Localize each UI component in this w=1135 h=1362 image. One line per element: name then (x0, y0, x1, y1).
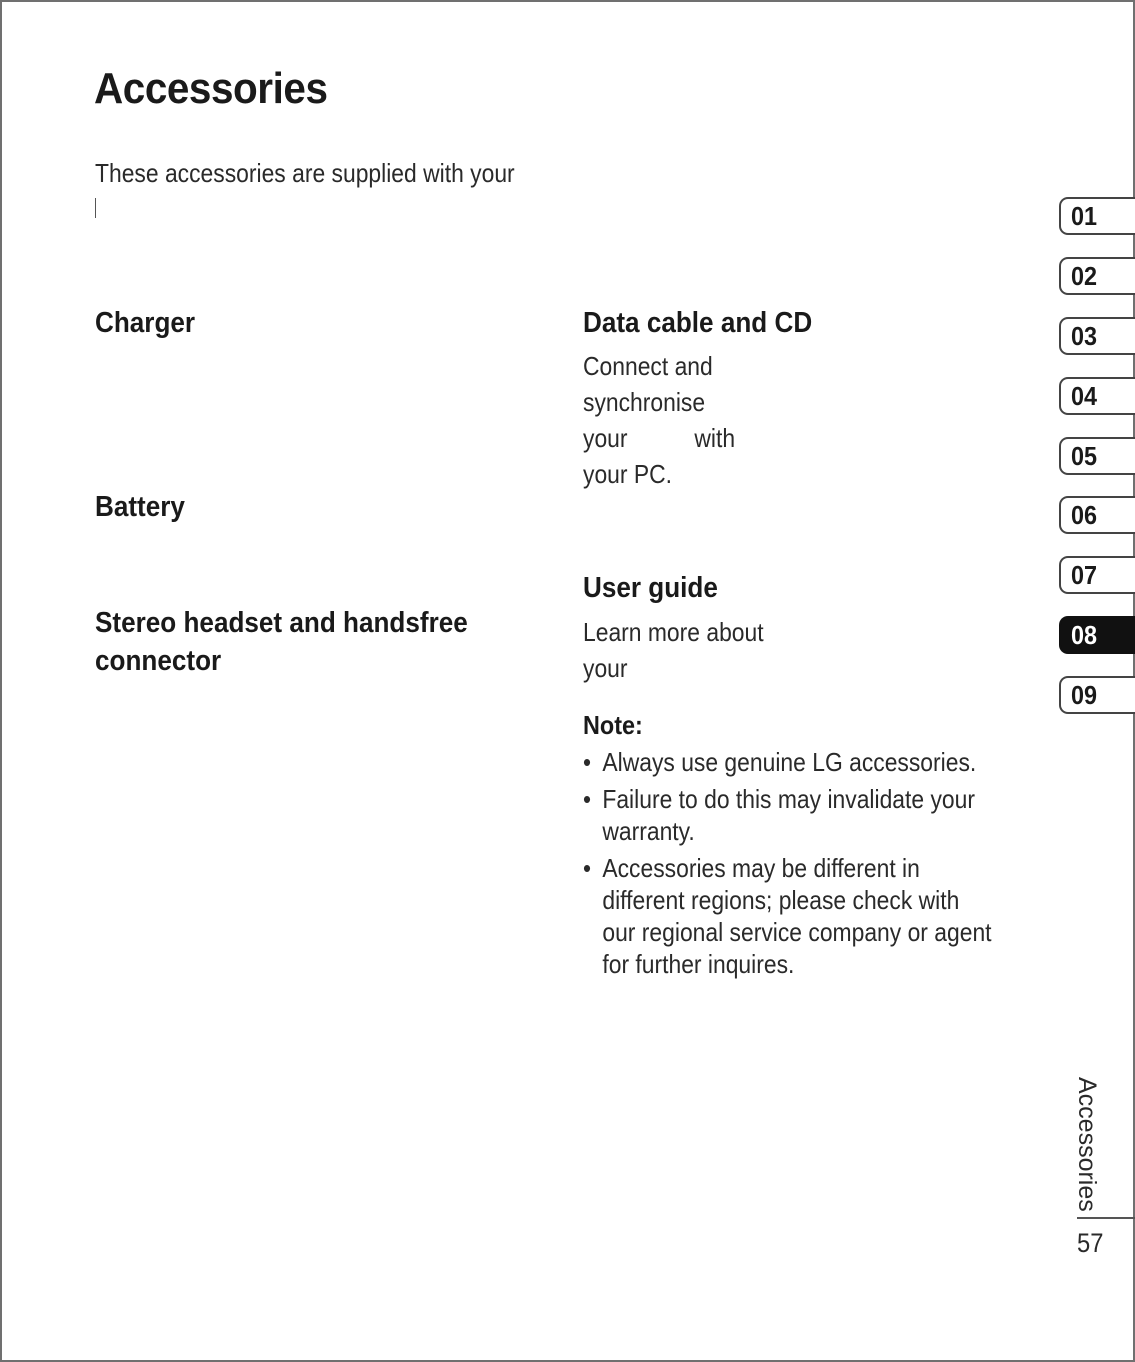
chapter-tab-05[interactable] (1059, 437, 1135, 475)
text-caret-mark (95, 198, 96, 218)
battery-heading: Battery (95, 491, 185, 523)
chapter-tab-label: 05 (1071, 441, 1098, 471)
section-label: Accessories (1073, 1077, 1101, 1212)
bullet-icon: • (583, 784, 592, 814)
chapter-tab-label: 06 (1071, 500, 1098, 530)
note-list (583, 746, 997, 985)
data-cable-line3-start: your (583, 423, 628, 453)
chapter-tab-label: 08 (1071, 620, 1098, 650)
chapter-tab-label: 09 (1071, 680, 1098, 710)
data-cable-line1: Connect and (583, 351, 713, 381)
chapter-tab-07[interactable] (1059, 556, 1135, 594)
note-item-text: Accessories may be different in different regions; please check with our regional service company or agent for further inquires. (602, 853, 992, 979)
chapter-tab-09[interactable] (1059, 676, 1135, 714)
chapter-tab-01[interactable] (1059, 197, 1135, 235)
chapter-tab-label: 04 (1071, 381, 1098, 411)
charger-heading: Charger (95, 307, 196, 339)
data-cable-line3-end: with (694, 423, 736, 453)
data-cable-heading: Data cable and CD (583, 307, 813, 339)
headset-heading (95, 604, 468, 680)
data-cable-line4: your PC. (583, 459, 673, 489)
note-title: Note: (583, 710, 643, 740)
user-guide-description (583, 614, 764, 686)
note-item (583, 746, 997, 778)
note-item (583, 783, 997, 847)
data-cable-description (583, 348, 735, 492)
user-guide-line2: your (583, 653, 628, 683)
chapter-tab-04[interactable] (1059, 377, 1135, 415)
chapter-tab-02[interactable] (1059, 257, 1135, 295)
chapter-tab-label: 01 (1071, 201, 1098, 231)
chapter-tab-label: 02 (1071, 261, 1098, 291)
chapter-tab-label: 03 (1071, 321, 1098, 351)
chapter-tab-08-active[interactable] (1059, 616, 1135, 654)
headset-heading-line2: connector (95, 645, 222, 677)
chapter-tab-06[interactable] (1059, 496, 1135, 534)
intro-text: These accessories are supplied with your (95, 158, 515, 188)
headset-heading-line1: Stereo headset and handsfree (95, 607, 468, 639)
user-guide-line1: Learn more about (583, 617, 764, 647)
note-item (583, 852, 997, 980)
bullet-icon: • (583, 853, 592, 883)
page-title: Accessories (94, 64, 328, 113)
user-guide-heading: User guide (583, 572, 718, 604)
data-cable-line2: synchronise (583, 387, 706, 417)
note-item-text: Failure to do this may invalidate your warranty. (602, 784, 975, 846)
chapter-tab-03[interactable] (1059, 317, 1135, 355)
footer-divider (1077, 1217, 1135, 1219)
page-number: 57 (1077, 1228, 1104, 1258)
chapter-tab-label: 07 (1071, 560, 1098, 590)
data-cable-line3 (583, 420, 735, 456)
bullet-icon: • (583, 747, 592, 777)
note-item-text: Always use genuine LG accessories. (602, 747, 977, 777)
